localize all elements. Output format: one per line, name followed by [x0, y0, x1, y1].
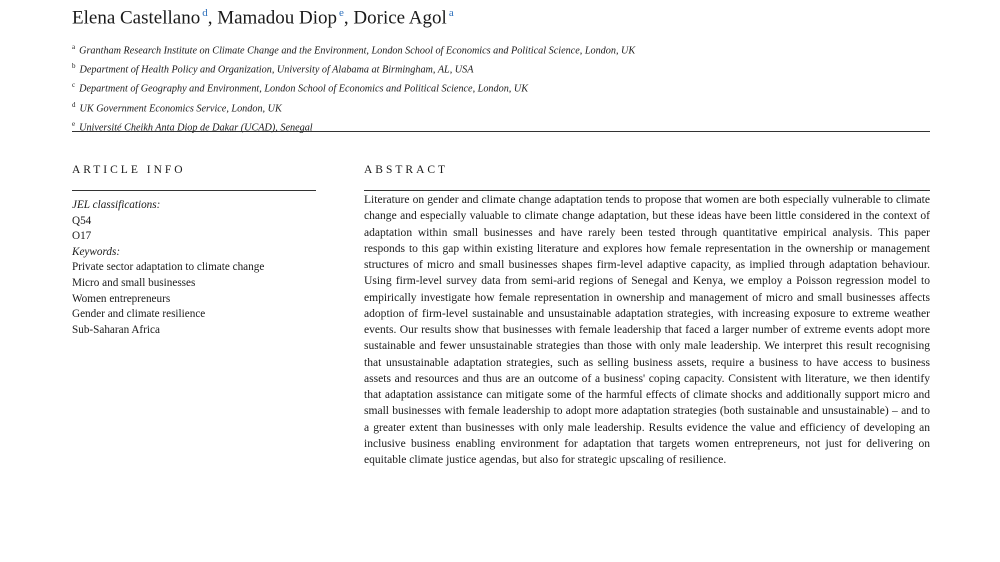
- affiliation: [72, 78, 635, 97]
- affiliation: [72, 117, 635, 136]
- affiliation-text: Université Cheikh Anta Diop de Dakar (UCAD), Senegal: [79, 122, 313, 134]
- abstract-heading: ABSTRACT: [364, 164, 449, 176]
- author-name: Elena Castellano: [72, 7, 201, 29]
- author-affiliation-marker[interactable]: e: [339, 7, 344, 19]
- jel-label: JEL classifications:: [72, 199, 161, 211]
- affiliation-marker: a: [72, 43, 76, 51]
- affiliation-marker: c: [72, 81, 76, 90]
- affiliation-marker: d: [72, 100, 76, 109]
- keywords-label: Keywords:: [72, 245, 121, 258]
- jel-code: Q54: [72, 214, 92, 227]
- keyword: Women entrepreneurs: [72, 292, 171, 305]
- keyword: Micro and small businesses: [72, 276, 196, 289]
- affiliation-text: Department of Geography and Environment, London School of Economics and Political Science, London, UK: [79, 83, 529, 95]
- abstract-text: Literature on gender and climate change adaptation tends to propose that women are both especially vulnerable to climate change and especially valuable to climate change adaptation, but these ideas have been little considered in the context of adaptation within small businesses and have rarely been tested through quantitative empirical analysis. This paper responds to this gap within existing literature and explores how female representation in the ownership or management structures of micro and small businesses shapes firm-level adaptive capacity, as implied through adaptation behaviour. Using firm-level survey data from semi-arid regions of Senegal and Kenya, we employ a Poisson regression model to empirically investigate how female representation in ownership and management of micro and small businesses affects adoption of firm-level sustainable and unsustainable adaptation strategies, with increasing exposure to extreme weather events. Our results show that businesses with female leadership that faced a larger number of extreme events adopt more sustainable and fewer unsustainable strategies than those with only male leadership. We interpret this result recognising that unsustainable adaptation strategies, such as selling business assets, require a business to have access to business assets and resources and thus are an outcome of a business' coping capacity. Consistent with literature, we then identify that adaptation assistance can mitigate some of the harmful effects of climate shocks and additionally support micro and small businesses with female leadership to adopt more adaptation strategies (both sustainable and unsustainable) – and to a greater extent than businesses with only male leadership. Results evidence the value and efficiency of developing an inclusive business enabling environment for adaptation that targets women entrepreneurs, not just for delivering on equitable climate justice agendas, but also for strategic upscaling of resilience.: [364, 194, 930, 466]
- affiliation-text: UK Government Economics Service, London, UK: [79, 102, 282, 114]
- affiliation-text: Grantham Research Institute on Climate Change and the Environment, London School of Economics and Political Science, London, UK: [79, 45, 636, 57]
- abstract-divider: [364, 190, 930, 191]
- affiliation-marker: b: [72, 62, 76, 71]
- author-name: Mamadou Diop: [217, 7, 338, 29]
- author-affiliation-marker[interactable]: a: [448, 7, 454, 19]
- affiliation: [72, 59, 635, 78]
- author-list: Elena Castellano $^d$, Mamadou Diop $^e$, Dorice Agol $^a$: [72, 7, 454, 29]
- keyword: Gender and climate resilience: [72, 308, 206, 321]
- jel-code: O17: [72, 230, 92, 243]
- article-info-divider: [72, 190, 316, 191]
- affiliation-list: [72, 40, 635, 136]
- author-name: Dorice Agol: [353, 7, 447, 29]
- affiliation-text: Department of Health Policy and Organization, University of Alabama at Birmingham, AL, USA: [79, 64, 474, 76]
- article-info-heading: ARTICLE INFO: [72, 164, 186, 176]
- header-divider: [72, 131, 930, 132]
- keyword: Private sector adaptation to climate change: [72, 261, 265, 274]
- affiliation-marker: e: [72, 119, 76, 128]
- author-affiliation-marker[interactable]: d: [202, 7, 208, 19]
- keyword: Sub-Saharan Africa: [72, 323, 160, 336]
- affiliation: [72, 98, 635, 117]
- affiliation: [72, 40, 635, 59]
- article-info-section: [72, 198, 322, 338]
